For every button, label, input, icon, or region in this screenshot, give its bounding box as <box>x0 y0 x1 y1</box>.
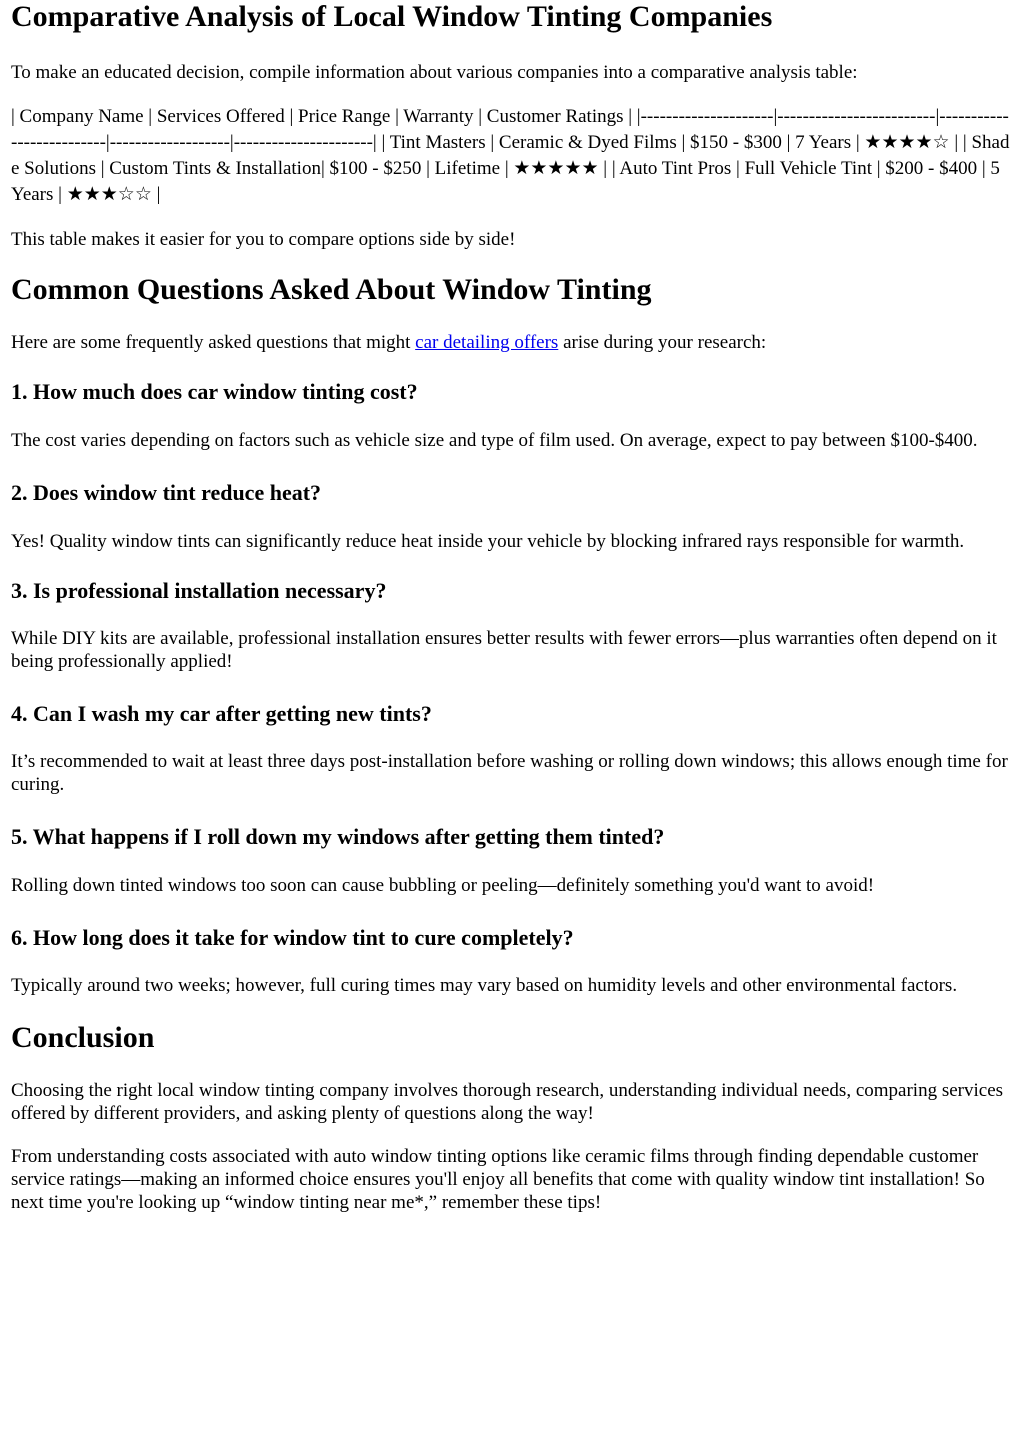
faq-question-4: 4. Can I wash my car after getting new tints? <box>11 701 432 726</box>
faq-question-5: 5. What happens if I roll down my windows after getting them tinted? <box>11 824 665 849</box>
intro-text-before-link: Here are some frequently asked questions that might <box>11 332 416 353</box>
faq-answer-5: Rolling down tinted windows too soon can cause bubbling or peeling—definitely something you'd want to avoid! <box>11 875 875 896</box>
faq-question-6: 6. How long does it take for window tint to cure completely? <box>11 925 574 950</box>
comparative-analysis-heading: Comparative Analysis of Local Window Tinting Companies <box>11 0 773 33</box>
comparison-table-outro: This table makes it easier for you to compare options side by side! <box>11 229 516 250</box>
faq-answer-1: The cost varies depending on factors such as vehicle size and type of film used. On average, expect to pay between $100-$400. <box>11 430 978 451</box>
conclusion-heading: Conclusion <box>11 1021 155 1054</box>
car-detailing-offers-link[interactable]: car detailing offers <box>415 332 559 353</box>
comparison-table-text: | Company Name | Services Offered | Price Range | Warranty | Customer Ratings | |---------------------|-------------------------|--------------------------|-------------------|----------------------| | Tint Masters | Ceramic & Dyed Films | $150 - $300 | 7 Years | ★★★★☆ | | Shade Solutions | Custom Tints & Installation| $100 - $250 | Lifetime | ★★★★★ | | Auto Tint Pros | Full Vehicle Tint | $200 - $400 | 5 Years | ★★★☆☆ | <box>11 106 1010 205</box>
faq-question-1: 1. How much does car window tinting cost? <box>11 379 418 404</box>
conclusion-paragraph-2: From understanding costs associated with auto window tinting options like ceramic films through finding dependable customer service ratings—making an informed choice ensures you'll enjoy all benefits that come with quality window tint installation! So next time you're looking up “window tinting near me*,” remember these tips! <box>11 1146 985 1213</box>
faq-answer-4: It’s recommended to wait at least three days post-installation before washing or rolling down windows; this allows enough time for curing. <box>11 751 1008 795</box>
faq-answer-6: Typically around two weeks; however, full curing times may vary based on humidity levels and other environmental factors. <box>11 975 958 996</box>
common-questions-heading: Common Questions Asked About Window Tinting <box>11 273 652 306</box>
faq-question-2: 2. Does window tint reduce heat? <box>11 480 322 505</box>
comparative-analysis-intro: To make an educated decision, compile information about various companies into a comparative analysis table: <box>11 62 858 83</box>
conclusion-paragraph-1: Choosing the right local window tinting company involves thorough research, understanding individual needs, comparing services offered by different providers, and asking plenty of questions along the way! <box>11 1080 1004 1124</box>
faq-answer-2: Yes! Quality window tints can significantly reduce heat inside your vehicle by blocking infrared rays responsible for warmth. <box>11 531 965 552</box>
intro-text-after-link: arise during your research: <box>558 332 767 353</box>
faq-question-3: 3. Is professional installation necessary? <box>11 578 387 603</box>
faq-answer-3: While DIY kits are available, professional installation ensures better results with fewer errors—plus warranties often depend on it being professionally applied! <box>11 628 997 672</box>
common-questions-intro <box>11 331 1014 354</box>
